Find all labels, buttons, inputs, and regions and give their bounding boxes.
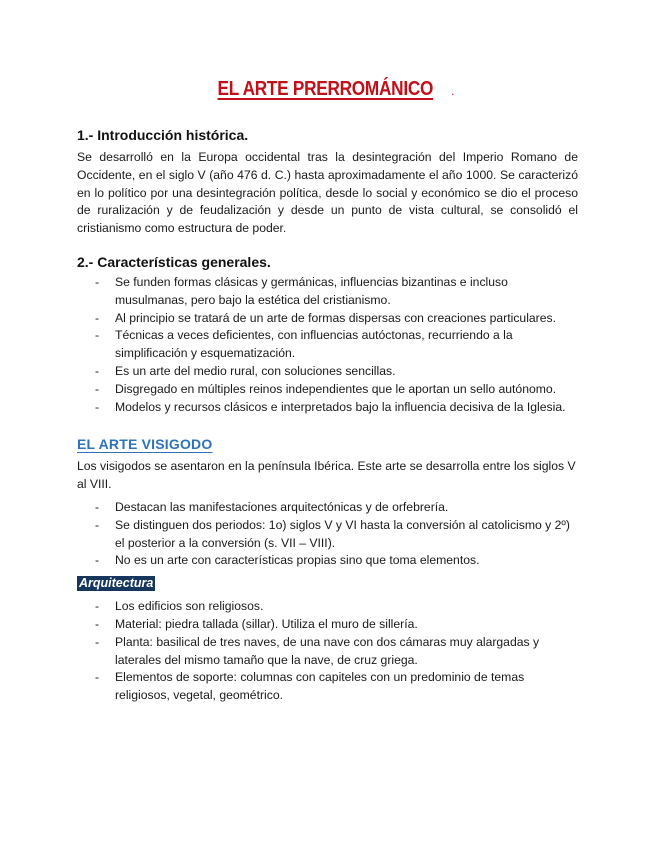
section-heading-caracteristicas: 2.- Características generales. [77, 253, 271, 270]
dash-bullet: - [95, 553, 100, 568]
list-item [77, 598, 578, 616]
list-item-text: Los edificios son religiosos. [115, 599, 264, 614]
list-item [77, 363, 578, 381]
list-item [77, 552, 578, 570]
list-item-text: Se funden formas clásicas y germánicas, influencias bizantinas e incluso musulmanas, pero bajo la estética del cristianismo. [115, 274, 508, 307]
section-visigodo [77, 436, 578, 570]
visigodo-intro: Los visigodos se asentaron en la península Ibérica. Este arte se desarrolla entre los siglos V al VIII. [77, 459, 576, 492]
section-heading-introduccion: 1.- Introducción histórica. [77, 127, 249, 143]
list-item [77, 616, 578, 634]
list-item-text: Modelos y recursos clásicos e interpretados bajo la influencia decisiva de la Iglesia. [115, 399, 566, 414]
dash-bullet: - [95, 616, 100, 631]
dash-bullet: - [95, 517, 100, 532]
dash-bullet: - [95, 363, 100, 378]
list-item-text: Al principio se tratará de un arte de formas dispersas con creaciones particulares. [115, 310, 556, 325]
page-title: EL ARTE PRERROMÁNICO [218, 78, 434, 100]
dash-bullet: - [95, 634, 100, 649]
section-caracteristicas [77, 254, 578, 416]
list-item-text: Técnicas a veces deficientes, con influencias autóctonas, recurriendo a la simplificación y esquematización. [115, 328, 513, 361]
title-suffix: . [451, 84, 455, 98]
dash-bullet: - [95, 328, 100, 343]
section-heading-arquitectura: Arquitectura [79, 576, 154, 591]
list-item-text: Material: piedra tallada (sillar). Utiliza el muro de sillería. [115, 616, 418, 631]
arquitectura-list [77, 598, 578, 705]
list-item-text: Planta: basilical de tres naves, de una nave con dos cámaras muy alargadas y laterales del mismo tamaño que la nave, de cruz griega. [115, 634, 540, 667]
dash-bullet: - [95, 670, 100, 685]
list-item [77, 381, 578, 399]
list-item-text: Disgregado en múltiples reinos independientes que le aportan un sello autónomo. [115, 381, 557, 396]
dash-bullet: - [95, 381, 100, 396]
dash-bullet: - [95, 599, 100, 614]
dash-bullet: - [95, 310, 100, 325]
caracteristicas-list [77, 274, 578, 416]
dash-bullet: - [95, 274, 100, 289]
list-item [77, 327, 578, 363]
list-item-text: Destacan las manifestaciones arquitectónicas y de orfebrería. [115, 499, 449, 514]
list-item-text: Se distinguen dos periodos: 1o) siglos V y VI hasta la conversión al catolicismo y 2º) el posterior a la conversión (s. VII – VIII). [115, 517, 570, 550]
list-item [77, 499, 578, 517]
list-item [77, 517, 578, 553]
intro-paragraph: Se desarrolló en la Europa occidental tras la desintegración del Imperio Romano de Occidente, en el siglo V (año 476 d. C.) hasta aproximadamente el año 1000. Se caracterizó en lo político por una desintegración política, desde lo social y económico se dio el proceso de ruralización y de feudalización y desde un punto de vista cultural, se consolidó el cristianismo como estructura de poder. [77, 150, 578, 236]
section-introduccion [77, 127, 578, 238]
list-item-text: No es un arte con características propias sino que toma elementos. [115, 553, 480, 568]
list-item [77, 634, 578, 670]
visigodo-list [77, 499, 578, 570]
section-arquitectura [77, 574, 578, 705]
dash-bullet: - [95, 399, 100, 414]
list-item-text: Es un arte del medio rural, con soluciones sencillas. [115, 363, 396, 378]
list-item [77, 274, 578, 310]
title-block [77, 0, 578, 106]
list-item [77, 310, 578, 328]
list-item [77, 669, 578, 705]
section-heading-visigodo: EL ARTE VISIGODO [77, 436, 213, 453]
dash-bullet: - [95, 499, 100, 514]
list-item [77, 399, 578, 417]
list-item-text: Elementos de soporte: columnas con capiteles con un predominio de temas religiosos, vegetal, geométrico. [115, 670, 525, 703]
